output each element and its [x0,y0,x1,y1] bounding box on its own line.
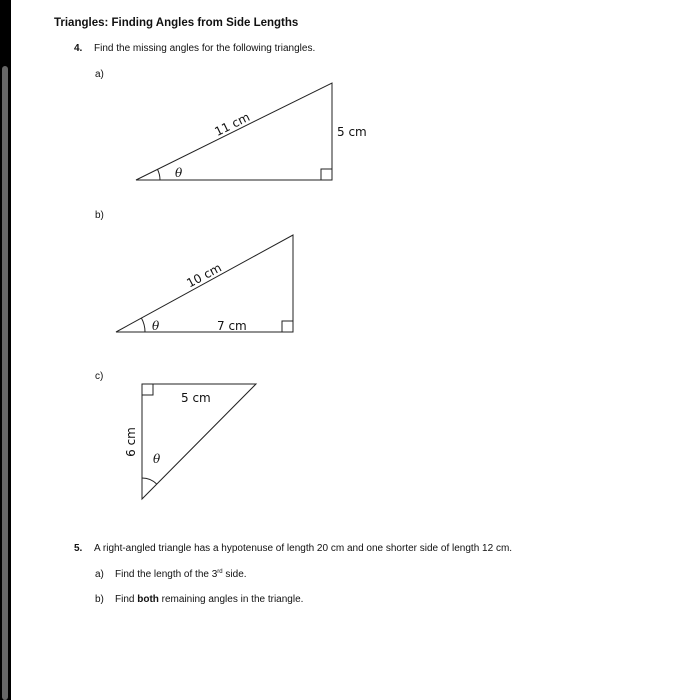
scrollbar[interactable] [2,66,8,700]
triangle-b-shape [116,235,293,332]
triangle-a-shape [136,83,332,180]
question-4-number: 4. [74,43,83,54]
page-title: Triangles: Finding Angles from Side Lengths [54,17,299,29]
question-5a-text: Find the length of the 3 [115,569,218,580]
question-5a [95,569,247,580]
question-4-text: Find the missing angles for the following triangles. [94,43,316,54]
triangle-b-angle-arc [141,318,145,332]
triangle-b-right-angle [282,321,293,332]
question-5b-bold: both [137,594,159,605]
question-5-number: 5. [74,543,83,554]
question-5b-label: b) [95,594,104,605]
triangle-b [116,235,293,332]
triangle-c-left-label: 6 cm [124,427,138,457]
part-b-label: b) [95,210,104,221]
triangle-a-hypotenuse-label: 11 cm [212,109,253,139]
triangle-b-hypotenuse-label: 10 cm [184,260,224,291]
question-5 [74,543,512,554]
triangle-c-angle-arc [142,478,157,484]
question-5a-label: a) [95,569,104,580]
question-5a-superscript: rd [217,569,223,575]
part-a-label: a) [95,69,104,80]
triangle-a-right-angle [321,169,332,180]
worksheet-page [11,0,695,700]
triangle-a-theta: θ [175,166,183,180]
question-5b [95,594,303,605]
triangle-c-top-label: 5 cm [181,391,211,405]
triangle-a [136,83,332,180]
triangle-c-right-angle [142,384,153,395]
triangle-b-theta: θ [152,319,160,333]
question-5b-text-end: remaining angles in the triangle. [158,594,304,605]
triangle-b-side-label: 7 cm [217,319,247,333]
question-5a-text-end: side. [222,569,247,580]
part-c-label: c) [95,371,104,382]
triangle-a-side-label: 5 cm [337,125,367,139]
triangle-c-theta: θ [153,452,161,466]
question-5b-text: Find [115,594,138,605]
question-5-text: A right-angled triangle has a hypotenuse of length 20 cm and one shorter side of length 12 cm. [94,543,513,554]
triangle-a-angle-arc [158,169,161,180]
